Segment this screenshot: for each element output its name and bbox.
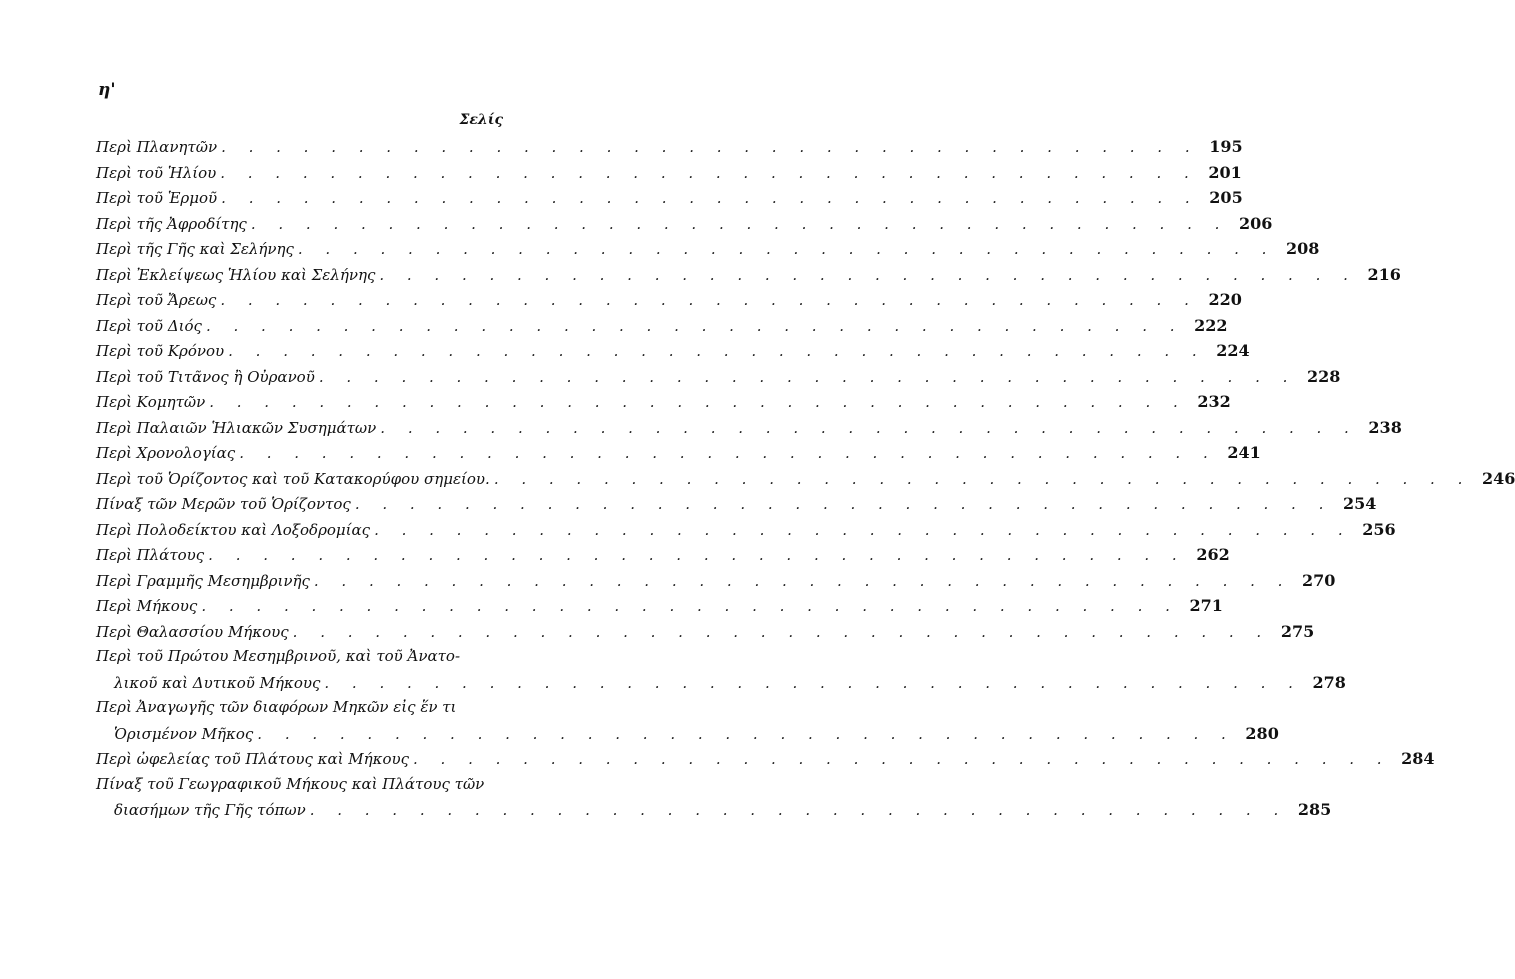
toc-leader-dots	[375, 263, 1361, 289]
toc-entry	[96, 542, 1230, 568]
toc-entry-title: Περὶ Ἐκλείψεως Ἡλίου καὶ Σελήνης	[96, 265, 376, 284]
toc-leader-dots	[204, 543, 1190, 569]
toc-entry-page: 232	[1197, 392, 1231, 411]
toc-entry-title: Περὶ Κομητῶν	[96, 393, 206, 411]
toc-entry-page: 206	[1238, 213, 1273, 233]
toc-entry-page: 222	[1194, 315, 1228, 335]
toc-leader-dots	[315, 365, 1301, 391]
toc-entry-title: Περὶ τοῦ Διός	[96, 316, 202, 335]
toc-entry-page: 224	[1216, 341, 1250, 360]
toc-entry	[96, 364, 1341, 390]
toc-entry	[96, 797, 1332, 823]
toc-entry-title: Περὶ Παλαιῶν Ἡλιακῶν Συσημάτων	[96, 418, 377, 437]
toc-leader-dots	[216, 161, 1202, 187]
toc-entry-title: Περὶ Γραμμῆς Μεσημβρινῆς	[96, 571, 310, 590]
toc-entry-page: 238	[1368, 417, 1402, 437]
toc-entry	[96, 236, 1320, 262]
toc-leader-dots	[306, 798, 1292, 824]
toc-entry-page: 271	[1189, 596, 1223, 615]
toc-leader-dots	[247, 212, 1233, 238]
toc-leader-dots	[320, 671, 1306, 697]
toc-entry-page: 285	[1297, 800, 1332, 819]
toc-entry-title: Περὶ Πολοδείκτου καὶ Λοξοδρομίας	[96, 520, 371, 539]
toc-entry	[96, 262, 1401, 288]
toc-entry	[96, 772, 508, 798]
toc-entry	[96, 415, 1402, 441]
toc-entry-title: Περὶ τῆς Γῆς καὶ Σελήνης	[96, 240, 294, 258]
toc-entry-page: 256	[1362, 519, 1396, 539]
toc-entry	[96, 466, 1515, 492]
toc-entry-page: 246	[1481, 468, 1515, 488]
toc-leader-dots	[351, 492, 1337, 518]
toc-entry-title: Περὶ τοῦ Ὁρίζοντος καὶ τοῦ Κατακορύφου σημείου.	[96, 469, 490, 488]
toc-entry-page: 195	[1209, 137, 1243, 156]
toc-entry-title: Περὶ ὠφελείας τοῦ Πλάτους καὶ Μήκους	[96, 750, 410, 768]
toc-entry-title: Περὶ τοῦ Τιτᾶνος ἢ Οὐρανοῦ	[96, 367, 315, 386]
toc-entry	[96, 160, 1242, 186]
toc-entry-page: 228	[1306, 366, 1341, 386]
toc-entry	[96, 338, 1250, 364]
toc-entry-title: Περὶ Πλάτους	[96, 546, 205, 564]
toc-leader-dots	[253, 722, 1239, 748]
toc-entry	[96, 440, 1261, 466]
toc-entry-title: Περὶ τοῦ Πρώτου Μεσημβρινοῦ, καὶ τοῦ Ἀνατο-	[96, 647, 461, 665]
toc-entry-page: 280	[1245, 723, 1279, 743]
toc-entry-title: διασήμων τῆς Γῆς τόπων	[114, 801, 306, 819]
page-column-header: Σελίς	[459, 112, 503, 128]
toc-entry-title: Περὶ τοῦ Ἡλίου	[96, 163, 217, 182]
toc-entry-page: 201	[1208, 162, 1242, 182]
toc-leader-dots	[409, 747, 1395, 773]
toc-entry-page: 278	[1312, 672, 1346, 692]
toc-entry-page: 208	[1286, 239, 1320, 258]
toc-leader-dots	[202, 314, 1188, 340]
toc-leader-dots	[205, 390, 1191, 416]
toc-entry-title: Περὶ τῆς Ἀφροδίτης	[96, 214, 247, 233]
toc-entry-page: 205	[1209, 188, 1243, 207]
toc-entry-title: Περὶ τοῦ Ἑρμοῦ	[96, 189, 218, 207]
toc-entry-title: Περὶ Χρονολογίας	[96, 444, 236, 462]
toc-entry	[96, 670, 1346, 696]
table-of-contents	[96, 134, 1515, 823]
page-folio: η'	[98, 80, 116, 100]
toc-entry-page: 275	[1280, 621, 1315, 641]
toc-entry-page: 284	[1401, 749, 1435, 768]
toc-entry-title: Περὶ Θαλασσίου Μήκους	[96, 622, 289, 641]
toc-leader-dots	[294, 237, 1280, 263]
toc-entry	[96, 389, 1231, 415]
toc-entry-page: 241	[1227, 443, 1261, 462]
toc-entry-page: 254	[1342, 494, 1377, 513]
toc-entry	[96, 746, 1435, 772]
toc-entry-title: Περὶ τοῦ Κρόνου	[96, 342, 225, 360]
toc-leader-dots	[224, 339, 1210, 365]
toc-entry	[96, 593, 1223, 619]
toc-entry	[96, 644, 508, 670]
toc-leader-dots	[216, 288, 1202, 314]
toc-leader-dots	[289, 620, 1275, 646]
toc-leader-dots	[235, 441, 1221, 467]
toc-entry	[96, 568, 1336, 594]
toc-entry-page: 220	[1208, 290, 1242, 309]
toc-leader-dots	[197, 594, 1183, 620]
toc-entry-title: Περὶ Πλανητῶν	[96, 138, 218, 156]
toc-entry	[96, 721, 1279, 747]
toc-entry	[96, 185, 1243, 211]
toc-entry	[96, 491, 1377, 517]
toc-entry-title: Περὶ τοῦ Ἄρεως	[96, 291, 217, 309]
toc-entry	[96, 134, 1243, 160]
toc-entry-title: Περὶ Ἀναγωγῆς τῶν διαφόρων Μηκῶν εἰς ἕν τι	[96, 698, 457, 716]
toc-entry	[96, 211, 1273, 237]
toc-leader-dots	[310, 569, 1296, 595]
toc-entry-title: Περὶ Μήκους	[96, 597, 198, 615]
toc-leader-dots	[376, 416, 1362, 442]
toc-leader-dots	[217, 135, 1203, 161]
toc-entry	[96, 313, 1228, 339]
toc-entry	[96, 695, 508, 721]
toc-entry-page: 262	[1196, 545, 1230, 564]
toc-entry-title: Πίναξ τοῦ Γεωγραφικοῦ Μήκους καὶ Πλάτους τῶν	[96, 774, 485, 793]
toc-leader-dots	[370, 518, 1356, 544]
toc-entry-title: λικοῦ καὶ Δυτικοῦ Μήκους	[114, 673, 321, 692]
toc-entry-page: 216	[1367, 264, 1401, 284]
toc-leader-dots	[217, 186, 1203, 212]
toc-leader-dots	[490, 467, 1476, 493]
toc-entry-title: Πίναξ τῶν Μερῶν τοῦ Ὁρίζοντος	[96, 495, 351, 513]
toc-entry	[96, 619, 1315, 645]
toc-entry	[96, 287, 1242, 313]
toc-entry-title: Ὁρισμένον Μῆκος	[114, 724, 254, 743]
toc-entry-page: 270	[1302, 570, 1336, 590]
toc-entry	[96, 517, 1396, 543]
